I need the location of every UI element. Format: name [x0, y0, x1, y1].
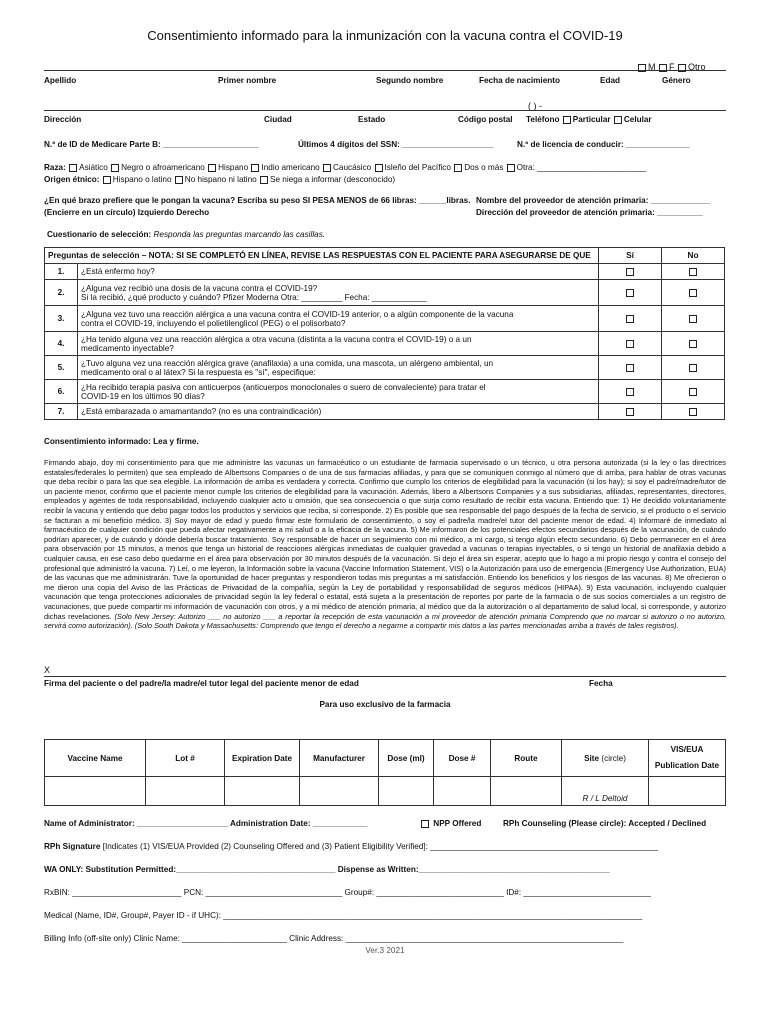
yes-checkbox[interactable]: [599, 356, 662, 380]
ethnicity-option: Hispano o latino: [112, 175, 172, 184]
counseling-line[interactable]: RPh Counseling (Please circle): Accepted / Declined: [503, 819, 707, 828]
npp-offered: [420, 819, 481, 828]
race-label: Raza:: [44, 163, 66, 172]
label-apellido: Apellido: [44, 76, 77, 85]
header-no: No: [662, 248, 725, 264]
question-line: Si la recibió, ¿qué producto y cuándo? Pfizer Moderna Otra: _________ Fecha: ____________: [81, 292, 427, 302]
screening-header-row: [45, 248, 725, 264]
race-option: Hispano: [218, 163, 249, 172]
race-option: Dos o más: [464, 163, 504, 172]
cell-vis-eua[interactable]: [649, 777, 726, 806]
race-option: Otra: ________________________: [516, 163, 647, 172]
no-checkbox[interactable]: [662, 332, 725, 356]
question-line: ¿Está embarazada o amamantando? (no es una contraindicación): [81, 407, 322, 416]
rph-signature-rest: [Indicates (1) VIS/EUA Provided (2) Counseling Offered and (3) Patient Eligibility Verified]: __________________________________________________: [102, 842, 658, 851]
yes-checkbox[interactable]: [599, 332, 662, 356]
question-text: [78, 356, 599, 380]
label-segundo-nombre: Segundo nombre: [376, 76, 444, 85]
question-number: 6.: [45, 380, 78, 404]
label-telefono: Teléfono: [526, 115, 560, 124]
question-text: [78, 264, 599, 280]
label-direccion: Dirección: [44, 115, 82, 124]
consent-title: Consentimiento informado: Lea y firme.: [44, 437, 199, 446]
rph-signature-label: RPh Signature: [44, 842, 101, 851]
question-number: 2.: [45, 280, 78, 306]
race-option: Negro o afroamericano: [121, 163, 205, 172]
col-vaccine-name: Vaccine Name: [45, 740, 146, 777]
question-text: [78, 332, 599, 356]
address-row-line[interactable]: [44, 110, 726, 111]
race-option: Indio americano: [261, 163, 320, 172]
race-row: [44, 163, 646, 172]
question-number: 1.: [45, 264, 78, 280]
consent-body: [44, 458, 726, 631]
no-checkbox[interactable]: [662, 264, 725, 280]
wa-label: WA ONLY: Substitution Permitted:: [44, 865, 177, 874]
ssn-field[interactable]: Últimos 4 dígitos del SSN: ____________________: [298, 140, 494, 149]
pharmacy-header-row: [45, 740, 726, 777]
col-site-label: Site: [584, 753, 600, 763]
col-vis-eua: VIS/EUA Publication Date: [649, 740, 726, 777]
question-number: 5.: [45, 356, 78, 380]
question-text: [78, 380, 599, 404]
checkbox-race-1[interactable]: [111, 164, 119, 172]
checkbox-race-2[interactable]: [208, 164, 216, 172]
arm-options[interactable]: (Encierre en un círculo) Izquierdo Derecho: [44, 208, 210, 217]
label-celular: Celular: [623, 115, 652, 124]
phone-format: ( ) -: [528, 101, 542, 111]
pharmacy-section-title: Para uso exclusivo de la farmacia: [319, 700, 451, 709]
question-line: ¿Alguna vez recibió una dosis de la vacuna contra el COVID-19?: [81, 283, 318, 293]
question-row: [45, 380, 725, 404]
checkbox-race-7[interactable]: [507, 164, 515, 172]
col-dose-ml: Dose (ml): [379, 740, 434, 777]
question-line: ¿Ha recibido terapia pasiva con anticuerpos (anticuerpos monoclonales o suero de convaleciente) para tratar el: [81, 382, 486, 392]
checkbox-race-0[interactable]: [69, 164, 77, 172]
yes-checkbox[interactable]: [599, 264, 662, 280]
cell-dose-ml[interactable]: [379, 777, 434, 806]
question-number: 3.: [45, 306, 78, 332]
question-line: medicamento oral o al látex? Si la respuesta es "sí", especifique:: [81, 367, 316, 377]
question-number: 7.: [45, 404, 78, 420]
label-edad: Edad: [600, 76, 621, 85]
rph-signature-line[interactable]: [44, 842, 658, 851]
race-option: Isleño del Pacífico: [384, 163, 451, 172]
question-line: medicamento inyectable?: [81, 343, 174, 353]
pharmacy-table: [44, 739, 726, 806]
form-title: Consentimiento informado para la inmunización con la vacuna contra el COVID-19: [147, 28, 623, 43]
billing-line[interactable]: Billing Info (off-site only) Clinic Name: _______________________ Clinic Address: _____________________________________________________________: [44, 934, 624, 943]
header-si: Sí: [599, 248, 662, 264]
cell-lot[interactable]: [146, 777, 225, 806]
license-field[interactable]: N.º de licencia de conducir: ______________: [517, 140, 690, 149]
questionnaire-label: Cuestionario de selección:: [47, 230, 152, 239]
question-line: contra el COVID-19, incluyendo el polietilenglicol (PEG) o el polisorbato?: [81, 318, 346, 328]
checkbox-race-4[interactable]: [323, 164, 331, 172]
yes-checkbox[interactable]: [599, 404, 662, 420]
phone-type: [526, 115, 652, 124]
no-checkbox[interactable]: [662, 356, 725, 380]
col-manufacturer: Manufacturer: [300, 740, 379, 777]
consent-text: Firmando abajo, doy mi consentimiento para que me administre las vacunas un farmacéutico o un estudiante de farmacia supervisado o un técnico, u otra persona autorizada (si la ley o las directrices estatales/federales lo permiten) que sea empleado de Albertsons Companies o de una de sus farmacias afiliadas, y para que se comuniquen conmigo al número que di arriba, para hablar de otras vacunas que deba recibir o para las que sea elegible. La información de arriba es verdadera y correcta. Confirmo que cumplo los criterios de elegibilidad para la vacunación (si los hay); si soy el padre/madre/tutor de un paciente menor, confirmo que el paciente menor cumple los criterios de elegibilidad para la vacunación. Además, libero a Albertsons Companies y a sus subsidiarias, afiliadas, representantes, directores, empleados y agentes de toda responsabilidad, incluyendo cualquier acto u omisión, que sea consecuencia o que surja como resultado de recibir esta vacuna. Entiendo que: 1) He decidido voluntariamente recibir la vacuna y entiendo que debo pagar todos los productos y servicios que reciba, si corresponde. 2) Es posible que sea responsable del pago después de la fecha de servicio, si el producto o el servicio se facturan a mi beneficio médico. 3) Soy mayor de edad y puedo firmar este formulario de consentimiento, o soy el padre/la madre/el tutor del paciente menor de edad. 4) Informaré de inmediato al farmacéutico de cualquier condición que pueda afectar negativamente a mi salud o a la eficacia de la vacuna. 5) Me informaron de los potenciales efectos secundarios después de la vacunación, de cuándo podrían aparecer, y de cuándo y dónde debería buscar tratamiento. Soy responsable de hacer un seguimiento con mi médico, a mi cargo, si tengo algún efecto secundario. 6) Debo permanecer en el área para observación por 15 minutos, a menos que tenga un historial de reacciones alérgicas inmediatas de cualquier gravedad a vacunas o terapias inyectables, o si tengo un historial de anafilaxia debido a cualquier causa, en ese caso debo quedarme en el área para observación por 30 minutos después de la vacunación. Si dejo el área sin esperar, acepto que lo hago a mi propio riesgo y contra el consejo del profesional que administró la vacuna. 7) Leí, o me leyeron, la Información sobre la vacuna (Vaccine Information Statement, VIS) o la Autorización para uso de emergencia (Emergency Use Authorization, EUA) de las vacunas que me administrarán. Tuve la oportunidad de hacer preguntas y respondieron todas mis preguntas a mi satisfacción. Entiendo los beneficios y los riesgos de las vacunas. 8) Me ofrecieron o me dieron una copia del Aviso de las Prácticas de Privacidad de la compañía, según la Ley de portabilidad y responsabilidad de seguros médicos (HIPAA). 9) Esta vacunación, incluyendo cualquier vacunación que tenga protecciones adicionales de privacidad según la ley federal o estatal, está sujeta a la presentación de reportes por parte de la farmacia o de sus socios comerciales a un registro de vacunaciones, que puede compartir mi información de vacunación con otros, y a mi médico de atención primaria, al médico que da la autorización o al departamento de salud local, si corresponde, y autorizo dichas revelaciones.: [44, 458, 726, 621]
cell-manufacturer[interactable]: [300, 777, 379, 806]
signature-line[interactable]: [44, 676, 726, 677]
arm-preference-question[interactable]: ¿En qué brazo prefiere que le pongan la vacuna? Escriba su peso SI PESA MENOS de 66 libras: ______libras.: [44, 196, 471, 205]
ethnicity-option: No hispano ni latino: [184, 175, 257, 184]
provider-address-field[interactable]: Dirección del proveedor de atención primaria: __________: [476, 208, 703, 217]
label-primer-nombre: Primer nombre: [218, 76, 277, 85]
checkbox-race-5[interactable]: [375, 164, 383, 172]
ethnicity-label: Origen étnico:: [44, 175, 100, 184]
question-number: 4.: [45, 332, 78, 356]
label-codigo-postal: Código postal: [458, 115, 513, 124]
version-footer: Ver.3 2021: [365, 946, 405, 955]
rxbin-line[interactable]: RxBIN: ________________________ PCN: ______________________________ Group#: ____________________________ ID#: ____________________________: [44, 888, 651, 897]
cell-route[interactable]: [491, 777, 562, 806]
no-checkbox[interactable]: [662, 280, 725, 306]
ethnicity-option: Se niega a informar (desconocido): [269, 175, 396, 184]
checkbox-celular[interactable]: [614, 116, 622, 124]
no-checkbox[interactable]: [662, 404, 725, 420]
screening-table: [44, 247, 725, 420]
cell-site[interactable]: R / L Deltoid: [562, 777, 649, 806]
checkbox-ethnicity-0[interactable]: [103, 176, 111, 184]
npp-label: NPP Offered: [433, 819, 482, 828]
checkbox-race-3[interactable]: [251, 164, 259, 172]
medicare-id-field[interactable]: N.º de ID de Medicare Parte B: _____________________: [44, 140, 259, 149]
checkbox-ethnicity-2[interactable]: [260, 176, 268, 184]
question-row: [45, 356, 725, 380]
label-ciudad: Ciudad: [264, 115, 292, 124]
checkbox-ethnicity-1[interactable]: [175, 176, 183, 184]
date-label: Fecha: [589, 679, 613, 688]
race-option: Caucásico: [332, 163, 372, 172]
col-site-hint: (circle): [601, 753, 626, 763]
gender-m-label: M: [648, 62, 656, 72]
name-row-line[interactable]: [44, 70, 726, 71]
yes-checkbox[interactable]: [599, 280, 662, 306]
no-checkbox[interactable]: [662, 306, 725, 332]
consent-state-notes: (Solo New Jersey: Autorizo ___ no autorizo ___ a reportar la recepción de esta vacunación a mi proveedor de atención primaria Comprendo que no marcar si autorizo o no autorizo, servirá como autorización). (Solo South Dakota y Massachusetts: Comprendo que tengo el derecho a negarme a compartir mis datos a las partes mencionadas arriba a través de tales registros).: [44, 611, 726, 631]
cell-expiration[interactable]: [225, 777, 300, 806]
no-checkbox[interactable]: [662, 380, 725, 404]
question-text: [78, 306, 599, 332]
wa-rest: ___________________________________ Dispense as Written:__________________________________________: [176, 865, 610, 874]
checkbox-npp[interactable]: [421, 820, 429, 828]
screening-header: Preguntas de selección – NOTA: SI SE COMPLETÓ EN LÍNEA, REVISE LAS RESPUESTAS CON EL PACIENTE PARA ASEGURARSE DE QUE: [45, 248, 599, 264]
question-text: [78, 280, 599, 306]
questionnaire-heading: [47, 230, 325, 239]
yes-checkbox[interactable]: [599, 380, 662, 404]
question-line: ¿Tuvo alguna vez una reacción alérgica grave (anafilaxia) a una comida, una mascota, un alérgeno ambiental, un: [81, 358, 494, 368]
question-line: COVID-19 en los últimos 90 días?: [81, 391, 205, 401]
question-row: [45, 306, 725, 332]
cell-dose-number[interactable]: [434, 777, 491, 806]
label-estado: Estado: [358, 115, 386, 124]
question-line: ¿Ha tenido alguna vez una reacción alérgica a otra vacuna (distinta a la vacuna contra el COVID-19) o a un: [81, 334, 472, 344]
question-line: ¿Está enfermo hoy?: [81, 267, 155, 276]
col-dose-number: Dose #: [434, 740, 491, 777]
administrator-line[interactable]: Name of Administrator: ____________________ Administration Date: ____________: [44, 819, 368, 828]
question-row: [45, 280, 725, 306]
checkbox-particular[interactable]: [563, 116, 571, 124]
medical-line[interactable]: Medical (Name, ID#, Group#, Payer ID - if UHC): ____________________________________________________________________________________________: [44, 911, 643, 920]
questionnaire-hint: Responda las preguntas marcando las casillas.: [153, 230, 326, 239]
col-expiration: Expiration Date: [225, 740, 300, 777]
question-row: [45, 404, 725, 420]
yes-checkbox[interactable]: [599, 306, 662, 332]
ethnicity-row: [44, 175, 395, 184]
race-option: Asiático: [79, 163, 108, 172]
label-particular: Particular: [572, 115, 611, 124]
pharmacy-entry-row: [45, 777, 726, 806]
question-row: [45, 264, 725, 280]
col-site: [562, 740, 649, 777]
question-text: [78, 404, 599, 420]
signature-x: X: [44, 665, 51, 675]
provider-name-field[interactable]: Nombre del proveedor de atención primaria: _____________: [476, 196, 710, 205]
gender-o-label: Otro: [688, 62, 706, 72]
label-fecha-nacimiento: Fecha de nacimiento: [479, 76, 560, 85]
col-lot: Lot #: [146, 740, 225, 777]
signature-label: Firma del paciente o del padre/la madre/el tutor legal del paciente menor de edad: [44, 679, 359, 688]
cell-vaccine-name[interactable]: [45, 777, 146, 806]
wa-only-line[interactable]: [44, 865, 610, 874]
gender-f-label: F: [669, 62, 675, 72]
label-genero: Género: [662, 76, 691, 85]
question-line: ¿Alguna vez tuvo una reacción alérgica a una vacuna contra el COVID-19 anterior, o a algún componente de la vacuna: [81, 309, 514, 319]
col-route: Route: [491, 740, 562, 777]
question-row: [45, 332, 725, 356]
checkbox-race-6[interactable]: [454, 164, 462, 172]
